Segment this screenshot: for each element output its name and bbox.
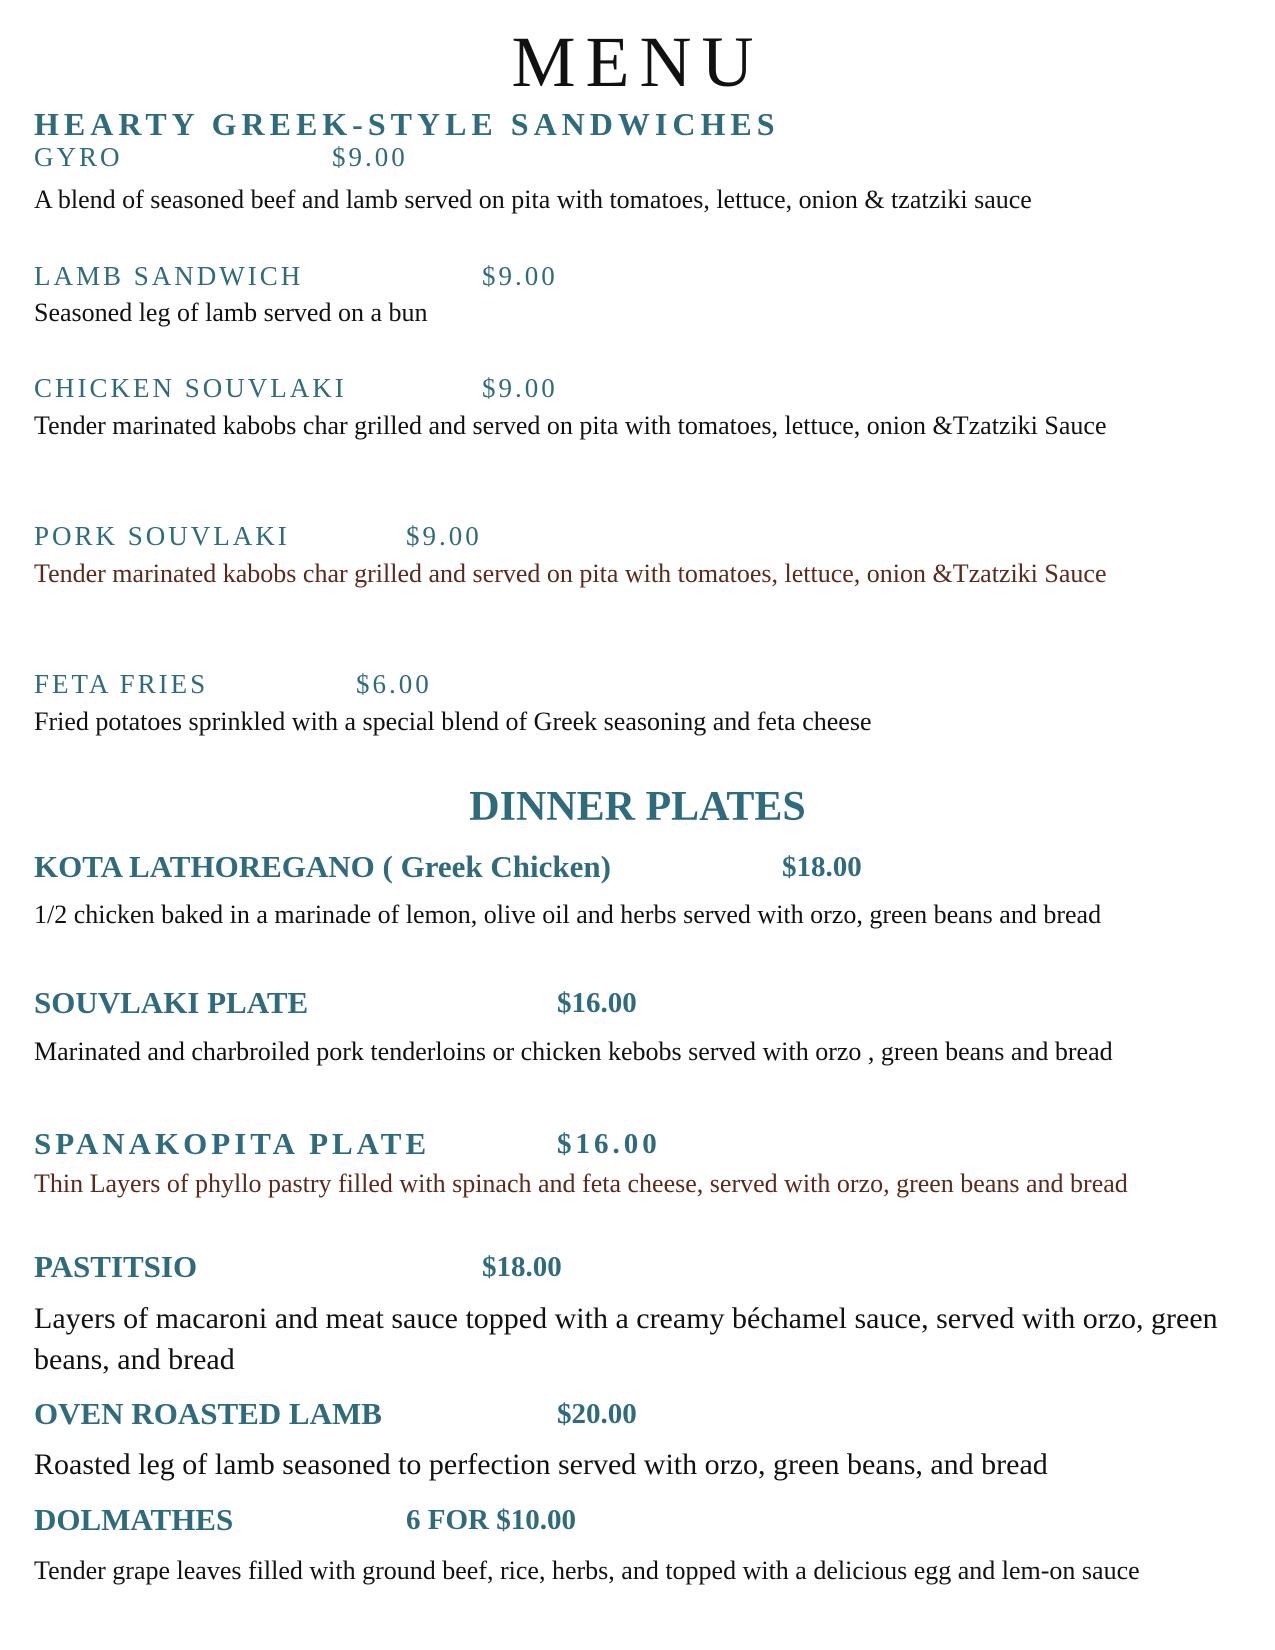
item-description: Tender marinated kabobs char grilled and served on pita with tomatoes, lettuce, onion &Tzatziki Sauce: [34, 411, 1107, 440]
item-name: OVEN ROASTED LAMB: [34, 1396, 382, 1431]
item-name: SOUVLAKI PLATE: [34, 985, 309, 1020]
item-price: $16.00: [557, 987, 637, 1019]
item-name: PASTITSIO: [34, 1249, 198, 1284]
item-description: Roasted leg of lamb seasoned to perfection served with orzo, green beans, and bread: [34, 1448, 1048, 1481]
item-name: DOLMATHES: [34, 1502, 234, 1537]
item-name: KOTA LATHOREGANO ( Greek Chicken): [34, 849, 611, 884]
item-name: PORK SOUVLAKI: [34, 521, 290, 551]
item-description: Thin Layers of phyllo pastry filled with spinach and feta cheese, served with orzo, green beans and bread: [34, 1169, 1128, 1198]
item-price: $9.00: [482, 373, 558, 403]
item-name: SPANAKOPITA PLATE: [34, 1126, 431, 1161]
item-description: Seasoned leg of lamb served on a bun: [34, 298, 428, 327]
item-description: Layers of macaroni and meat sauce topped with a creamy béchamel sauce, served with orzo, green beans, and bread: [34, 1302, 1218, 1376]
item-price: $9.00: [406, 521, 482, 551]
item-name: GYRO: [34, 142, 123, 172]
item-price: $16.00: [557, 1128, 661, 1160]
item-description: Tender marinated kabobs char grilled and served on pita with tomatoes, lettuce, onion &Tzatziki Sauce: [34, 559, 1107, 588]
page-title: MENU: [511, 22, 764, 102]
item-price: $9.00: [332, 142, 408, 172]
section-heading-sandwiches: HEARTY GREEK-STYLE SANDWICHES: [34, 106, 780, 142]
item-description: Tender grape leaves filled with ground beef, rice, herbs, and topped with a delicious egg and lem-on sauce: [34, 1556, 1140, 1585]
item-description: Fried potatoes sprinkled with a special blend of Greek seasoning and feta cheese: [34, 707, 872, 736]
item-name: CHICKEN SOUVLAKI: [34, 373, 347, 403]
section-heading-dinner-plates: DINNER PLATES: [469, 784, 806, 830]
item-price: $20.00: [557, 1398, 637, 1430]
item-description: A blend of seasoned beef and lamb served on pita with tomatoes, lettuce, onion & tzatziki sauce: [34, 185, 1032, 214]
item-description: Marinated and charbroiled pork tenderloins or chicken kebobs served with orzo , green beans and bread: [34, 1037, 1113, 1066]
item-price: $18.00: [782, 851, 862, 883]
item-price: $9.00: [482, 261, 558, 291]
item-price: 6 FOR $10.00: [406, 1504, 576, 1536]
item-name: FETA FRIES: [34, 669, 209, 699]
item-price: $18.00: [482, 1251, 562, 1283]
item-description: 1/2 chicken baked in a marinade of lemon, olive oil and herbs served with orzo, green beans and bread: [34, 900, 1102, 929]
item-name: LAMB SANDWICH: [34, 261, 304, 291]
item-price: $6.00: [356, 669, 432, 699]
